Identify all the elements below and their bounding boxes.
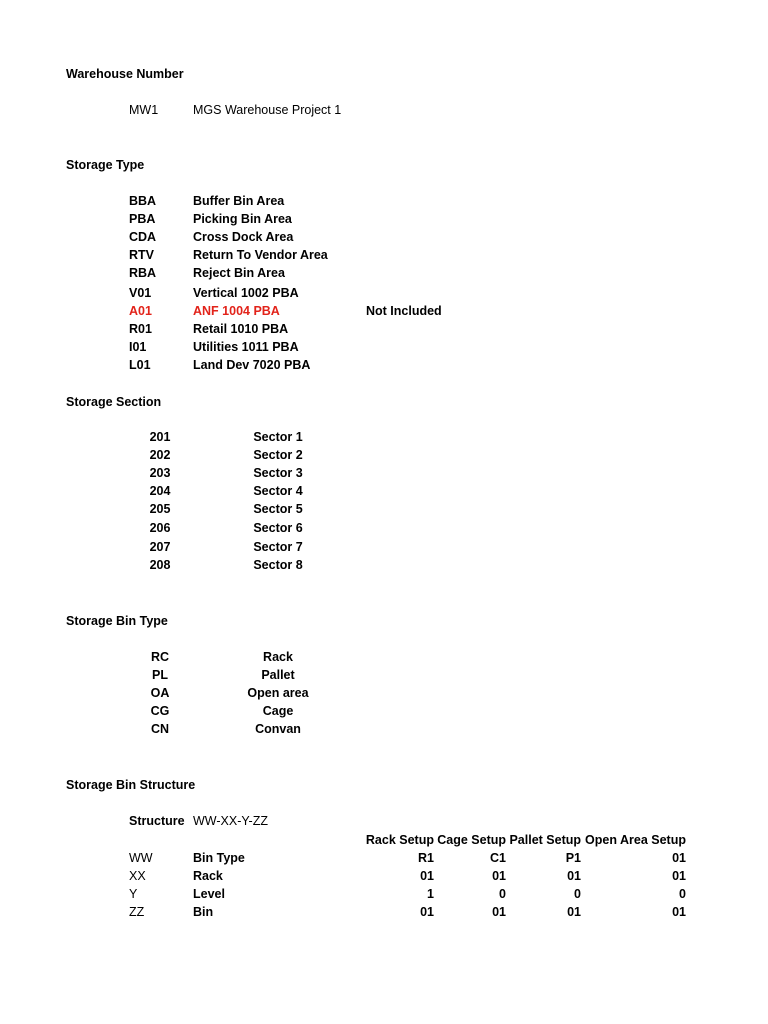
table-cell: 01: [492, 905, 506, 919]
storage-bin-structure-heading: Storage Bin Structure: [66, 778, 196, 792]
section-name: Sector 4: [253, 484, 303, 498]
section-code: 208: [149, 558, 171, 572]
structure-row-label: Rack: [193, 869, 223, 883]
section-name: Sector 7: [253, 540, 303, 554]
storage-section-heading: Storage Section: [66, 395, 162, 409]
section-name: Sector 2: [253, 448, 303, 462]
bin-type-code: OA: [150, 686, 170, 700]
table-cell: 01: [420, 905, 434, 919]
column-header-pallet-setup: Pallet Setup: [509, 833, 581, 847]
structure-row-code: ZZ: [129, 905, 145, 919]
storage-type-name: Retail 1010 PBA: [193, 322, 289, 336]
section-name: Sector 8: [253, 558, 303, 572]
section-code: 205: [149, 502, 171, 516]
storage-type-code: CDA: [129, 230, 157, 244]
storage-type-code: PBA: [129, 212, 156, 226]
storage-type-code: RTV: [129, 248, 154, 262]
table-cell: 01: [492, 869, 506, 883]
structure-row-code: XX: [129, 869, 146, 883]
table-cell: P1: [565, 851, 581, 865]
section-code: 206: [149, 521, 171, 535]
bin-type-name: Rack: [263, 650, 293, 664]
table-cell: 01: [672, 851, 686, 865]
structure-row-label: Bin: [193, 905, 214, 919]
section-code: 201: [149, 430, 171, 444]
table-cell: 01: [567, 905, 581, 919]
table-cell: 1: [427, 887, 434, 901]
not-included-note: Not Included: [366, 304, 442, 318]
storage-type-name: Land Dev 7020 PBA: [193, 358, 311, 372]
table-cell: 01: [672, 869, 686, 883]
table-cell: 01: [672, 905, 686, 919]
section-code: 203: [149, 466, 171, 480]
structure-row-code: Y: [129, 887, 138, 901]
section-name: Sector 5: [253, 502, 303, 516]
storage-type-name-excluded: ANF 1004 PBA: [193, 304, 280, 318]
structure-row-label: Bin Type: [193, 851, 245, 865]
storage-type-code: V01: [129, 286, 152, 300]
warehouse-name: MGS Warehouse Project 1: [193, 103, 342, 117]
storage-type-name: Vertical 1002 PBA: [193, 286, 299, 300]
section-code: 202: [149, 448, 171, 462]
storage-type-name: Buffer Bin Area: [193, 194, 285, 208]
storage-type-name: Picking Bin Area: [193, 212, 292, 226]
bin-type-name: Cage: [262, 704, 294, 718]
storage-type-name: Reject Bin Area: [193, 266, 285, 280]
table-cell: C1: [490, 851, 506, 865]
bin-type-name: Open area: [247, 686, 309, 700]
bin-type-name: Pallet: [261, 668, 295, 682]
table-cell: 0: [499, 887, 506, 901]
bin-type-code: CN: [150, 722, 170, 736]
bin-type-name: Convan: [255, 722, 301, 736]
storage-type-name: Cross Dock Area: [193, 230, 294, 244]
storage-type-name: Return To Vendor Area: [193, 248, 328, 262]
column-header-cage-setup: Cage Setup: [437, 833, 506, 847]
bin-type-code: PL: [152, 668, 168, 682]
structure-value: WW-XX-Y-ZZ: [193, 814, 268, 828]
table-cell: 01: [567, 869, 581, 883]
table-cell: R1: [418, 851, 434, 865]
structure-label: Structure: [129, 814, 185, 828]
structure-row-label: Level: [193, 887, 225, 901]
table-cell: 0: [679, 887, 686, 901]
column-header-rack-setup: Rack Setup: [365, 833, 434, 847]
structure-row-code: WW: [129, 851, 153, 865]
storage-type-code: L01: [129, 358, 151, 372]
storage-type-code-excluded: A01: [129, 304, 152, 318]
storage-type-code: I01: [129, 340, 147, 354]
section-name: Sector 3: [253, 466, 303, 480]
table-cell: 01: [420, 869, 434, 883]
table-cell: 0: [574, 887, 581, 901]
section-code: 204: [149, 484, 171, 498]
storage-type-code: R01: [129, 322, 152, 336]
storage-bin-type-heading: Storage Bin Type: [66, 614, 168, 628]
section-name: Sector 1: [253, 430, 303, 444]
section-code: 207: [149, 540, 171, 554]
storage-type-heading: Storage Type: [66, 158, 145, 172]
storage-type-name: Utilities 1011 PBA: [193, 340, 299, 354]
storage-type-code: RBA: [129, 266, 157, 280]
bin-type-code: CG: [150, 704, 170, 718]
section-name: Sector 6: [253, 521, 303, 535]
column-header-open-area-setup: Open Area Setup: [585, 833, 686, 847]
warehouse-number-heading: Warehouse Number: [66, 67, 184, 81]
storage-type-code: BBA: [129, 194, 157, 208]
warehouse-code: MW1: [129, 103, 159, 117]
bin-type-code: RC: [150, 650, 170, 664]
